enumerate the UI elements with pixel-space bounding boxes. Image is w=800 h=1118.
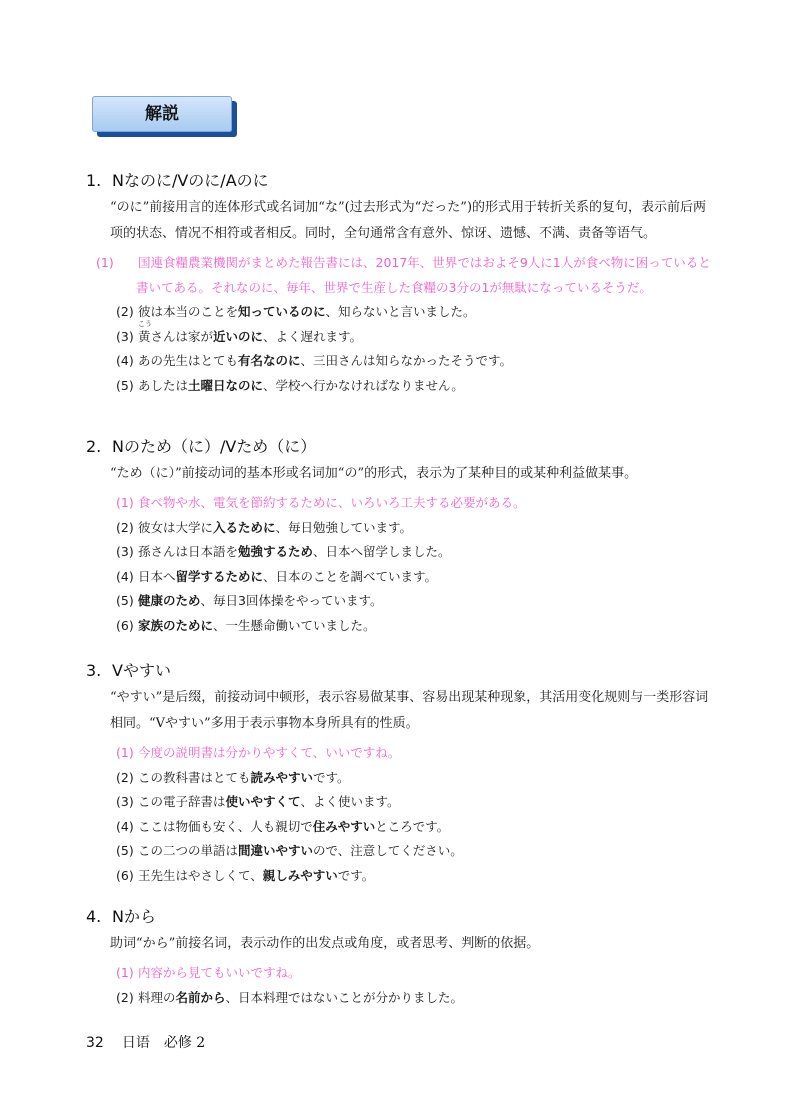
section-description: 助词“から”前接名词，表示动作的出发点或角度，或者思考、判断的依据。 <box>110 936 540 951</box>
section-heading: 4. Nから <box>86 907 156 926</box>
book-title: 日语 必修 2 <box>121 1035 206 1051</box>
grammar-section-4 <box>86 906 716 1010</box>
example-sentence: (4) 日本へ留学するために、日本のことを調べています。 <box>116 568 438 584</box>
example-sentence: (2) 料理の名前から、日本料理ではないことが分かりました。 <box>116 989 464 1005</box>
example-sentence: (3) 孫さんは日本語を勉強するため、日本へ留学しました。 <box>116 544 451 559</box>
example-sentence: (3) この電子辞書は使いやすくて、よく使います。 <box>116 794 400 809</box>
example-sentence: (4) あの先生はとても有名なのに、三田さんは知らなかったそうです。 <box>116 353 513 368</box>
section-description: “ため（に）”前接动词的基本形或名词加“の”的形式，表示为了某种目的或某种利益做某事。 <box>110 466 638 481</box>
section-description: “のに”前接用言的连体形式或名词加“な”(过去形式为“だった”)的形式用于转折关系的复句，表示前后两项的状态、情况不相符或者相反。同时，全句通常含有意外、惊讶、遗憾、不满、责备等语气。 <box>110 200 707 241</box>
example-sentence: (6) 家族のために、一生懸命働いていました。 <box>116 617 376 633</box>
example-sentence: (6) 王先生はやさしくて、親しみやすいです。 <box>116 867 375 883</box>
example-sentence: (4) ここは物価も安く、人も親切で住みやすいところです。 <box>116 818 450 834</box>
example-sentence: (5) 健康のため、毎日3回体操をやっています。 <box>116 593 383 608</box>
example-highlight: (1) 食べ物や水、電気を節約するために、いろいろ工夫する必要がある。 <box>116 495 526 510</box>
example-sentence: (2) 彼女は大学に入るために、毎日勉強しています。 <box>116 519 413 535</box>
page-title: 解説 <box>145 104 179 124</box>
example-sentence: (5) この二つの単語は間違いやすいので、注意してください。 <box>116 843 463 858</box>
example-highlight: (1) 内容から見てもいいですね。 <box>116 965 301 980</box>
example-sentence: (3) 黄 こう さんは家が近いのに、よく遅れます。 <box>116 319 363 344</box>
section-title-badge <box>92 96 232 132</box>
example-sentence: (5) あしたは土曜日なのに、学校へ行かなければなりません。 <box>116 377 464 393</box>
example-sentence: (2) この教科書はとても読みやすいです。 <box>116 769 350 785</box>
ruby-annotation: 黄 こう <box>138 319 152 344</box>
section-heading: 3. Vやすい <box>86 661 171 680</box>
example-highlight: (1) 国連食糧農業機関がまとめた報告書には、2017年、世界ではおよそ9人に1人が食べ物に困っていると書いてある。それなのに、毎年、世界で生産した食糧の3分の1が無駄になっているそうだ。 <box>96 255 711 295</box>
grammar-section-1 <box>86 170 716 398</box>
example-highlight: (1) 今度の説明書は分かりやすくて、いいですね。 <box>116 745 401 760</box>
section-heading: 1. Nなのに/Vのに/Aのに <box>86 171 269 190</box>
example-sentence: (2) 彼は本当のことを知っているのに、知らないと言いました。 <box>116 304 476 319</box>
section-heading: 2. Nのため（に）/Vため（に） <box>86 437 317 456</box>
grammar-section-2 <box>86 436 716 638</box>
section-description: “やすい”是后缀，前接动词中顿形，表示容易做某事、容易出现某种现象，其活用变化规则与一类形容词相同。“Vやすい”多用于表示事物本身所具有的性质。 <box>110 690 709 731</box>
page-footer <box>86 1032 205 1052</box>
page-number: 32 <box>86 1035 104 1051</box>
grammar-section-3 <box>86 660 716 888</box>
